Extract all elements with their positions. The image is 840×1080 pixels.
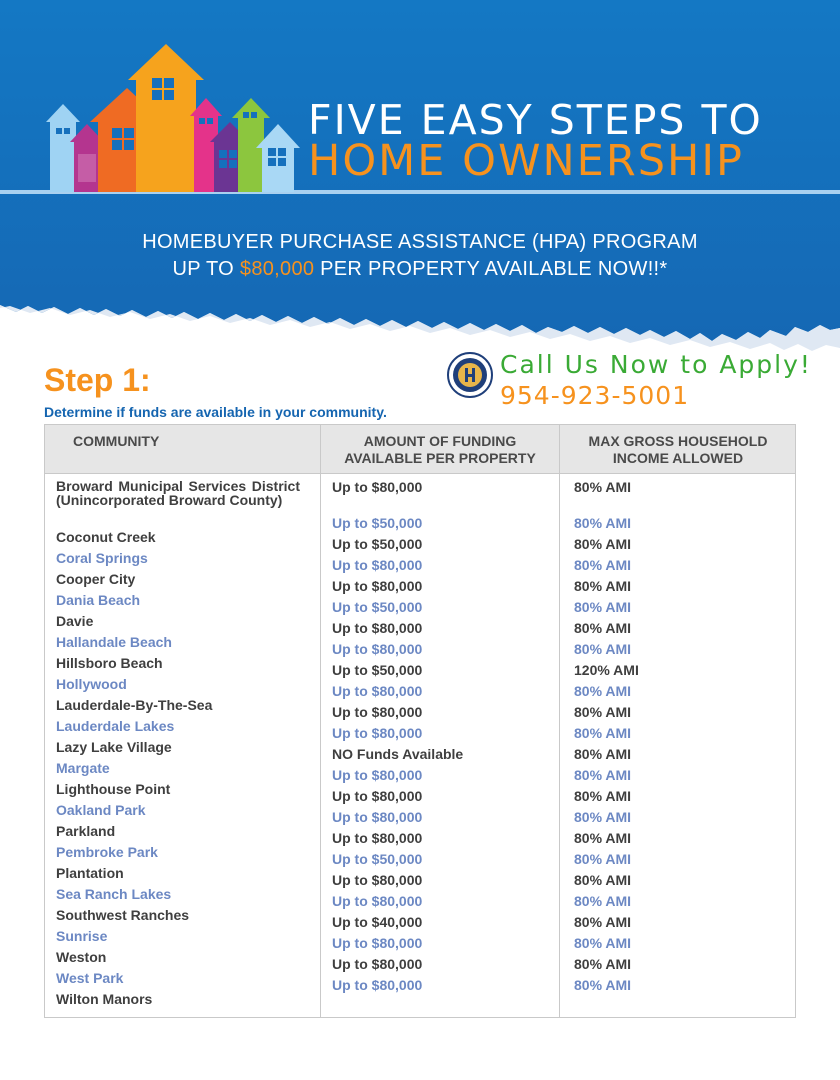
community-cell: Coral Springs (56, 550, 148, 566)
income-cell: 80% AMI (574, 683, 632, 699)
header-funding-line-2: AVAILABLE PER PROPERTY (344, 450, 536, 466)
income-cell: 80% AMI (574, 557, 632, 573)
income-cell: 80% AMI (574, 725, 632, 741)
program-line-2-prefix: UP TO (172, 258, 240, 280)
community-cell: Davie (56, 613, 94, 629)
income-cell: 80% AMI (574, 620, 632, 636)
funding-cell: Up to $80,000 (332, 956, 423, 972)
income-cell: 80% AMI (574, 788, 632, 804)
header-banner (0, 0, 840, 360)
income-cell: 80% AMI (574, 872, 632, 888)
community-cell: Coconut Creek (56, 529, 156, 545)
community-cell: Weston (56, 949, 107, 965)
community-cell: Parkland (56, 823, 116, 839)
funding-cell: Up to $50,000 (332, 662, 423, 678)
community-cell: Hillsboro Beach (56, 655, 163, 671)
funding-cell: Up to $80,000 (332, 683, 423, 699)
header-income (561, 433, 795, 467)
income-cell: 80% AMI (574, 914, 632, 930)
funding-cell: Up to $80,000 (332, 620, 423, 636)
income-cell: 80% AMI (574, 746, 632, 762)
phone-number[interactable]: 954-923-5001 (500, 381, 690, 410)
step-subtitle: Determine if funds are available in your community. (44, 404, 387, 420)
community-cell: Pembroke Park (56, 844, 158, 860)
income-broward: 80% AMI (574, 479, 632, 495)
community-cell: Cooper City (56, 571, 136, 587)
community-cell: West Park (56, 970, 124, 986)
funding-cell: Up to $80,000 (332, 893, 423, 909)
community-cell: Lauderdale-By-The-Sea (56, 697, 213, 713)
column-divider (559, 425, 560, 1017)
community-cell: Dania Beach (56, 592, 141, 608)
step-title: Step 1: (44, 362, 151, 398)
program-line-2 (0, 258, 840, 281)
funding-cell: Up to $50,000 (332, 515, 423, 531)
funding-cell: Up to $50,000 (332, 599, 423, 615)
income-cell: 80% AMI (574, 536, 632, 552)
header-funding (321, 433, 559, 467)
header-income-line-2: INCOME ALLOWED (612, 450, 744, 466)
program-line-2-suffix: PER PROPERTY AVAILABLE NOW!!* (314, 258, 668, 280)
column-divider (320, 425, 321, 1017)
funding-broward: Up to $80,000 (332, 479, 423, 495)
title-line-1: FIVE EASY STEPS TO (308, 96, 763, 144)
income-cell: 80% AMI (574, 893, 632, 909)
income-cell: 80% AMI (574, 830, 632, 846)
income-cell: 80% AMI (574, 704, 632, 720)
community-cell: Lighthouse Point (56, 781, 171, 797)
income-cell: 80% AMI (574, 809, 632, 825)
header-income-line-1: MAX GROSS HOUSEHOLD (588, 433, 768, 449)
community-cell: Sunrise (56, 928, 108, 944)
header-community: COMMUNITY (73, 433, 160, 449)
funding-cell: Up to $80,000 (332, 788, 423, 804)
community-cell: Hollywood (56, 676, 127, 692)
income-cell: 120% AMI (574, 662, 639, 678)
community-cell: Plantation (56, 865, 124, 881)
income-cell: 80% AMI (574, 578, 632, 594)
income-cell: 80% AMI (574, 935, 632, 951)
funding-cell: NO Funds Available (332, 746, 464, 762)
community-cell: Lauderdale Lakes (56, 718, 175, 734)
income-cell: 80% AMI (574, 956, 632, 972)
title-line-2: HOME OWNERSHIP (308, 136, 744, 186)
community-cell: Southwest Ranches (56, 907, 190, 923)
header-funding-line-1: AMOUNT OF FUNDING (363, 433, 517, 449)
income-cell: 80% AMI (574, 515, 632, 531)
funding-cell: Up to $80,000 (332, 557, 423, 573)
funding-cell: Up to $80,000 (332, 767, 423, 783)
call-to-action: Call Us Now to Apply! (500, 350, 812, 379)
community-cell: Wilton Manors (56, 991, 153, 1007)
funding-cell: Up to $80,000 (332, 872, 423, 888)
income-cell: 80% AMI (574, 977, 632, 993)
income-cell: 80% AMI (574, 599, 632, 615)
community-cell: Hallandale Beach (56, 634, 172, 650)
funding-cell: Up to $80,000 (332, 725, 423, 741)
income-cell: 80% AMI (574, 641, 632, 657)
community-cell: Margate (56, 760, 110, 776)
funding-cell: Up to $50,000 (332, 536, 423, 552)
funding-cell: Up to $80,000 (332, 704, 423, 720)
funding-cell: Up to $80,000 (332, 809, 423, 825)
funding-cell: Up to $40,000 (332, 914, 423, 930)
funding-cell: Up to $50,000 (332, 851, 423, 867)
program-amount: $80,000 (239, 258, 315, 280)
program-line-1: HOMEBUYER PURCHASE ASSISTANCE (HPA) PROGRAM (142, 231, 698, 253)
community-cell: Lazy Lake Village (56, 739, 172, 755)
community-cell: Oakland Park (56, 802, 146, 818)
income-cell: 80% AMI (574, 767, 632, 783)
hud-housing-counseling-seal-icon (447, 352, 493, 398)
funding-cell: Up to $80,000 (332, 935, 423, 951)
income-cell: 80% AMI (574, 851, 632, 867)
funding-cell: Up to $80,000 (332, 641, 423, 657)
community-broward: Broward Municipal Services District (Unincorporated Broward County) (56, 478, 300, 508)
funding-cell: Up to $80,000 (332, 977, 423, 993)
funding-table (44, 424, 796, 1018)
community-cell: Sea Ranch Lakes (56, 886, 172, 902)
funding-cell: Up to $80,000 (332, 578, 423, 594)
funding-cell: Up to $80,000 (332, 830, 423, 846)
